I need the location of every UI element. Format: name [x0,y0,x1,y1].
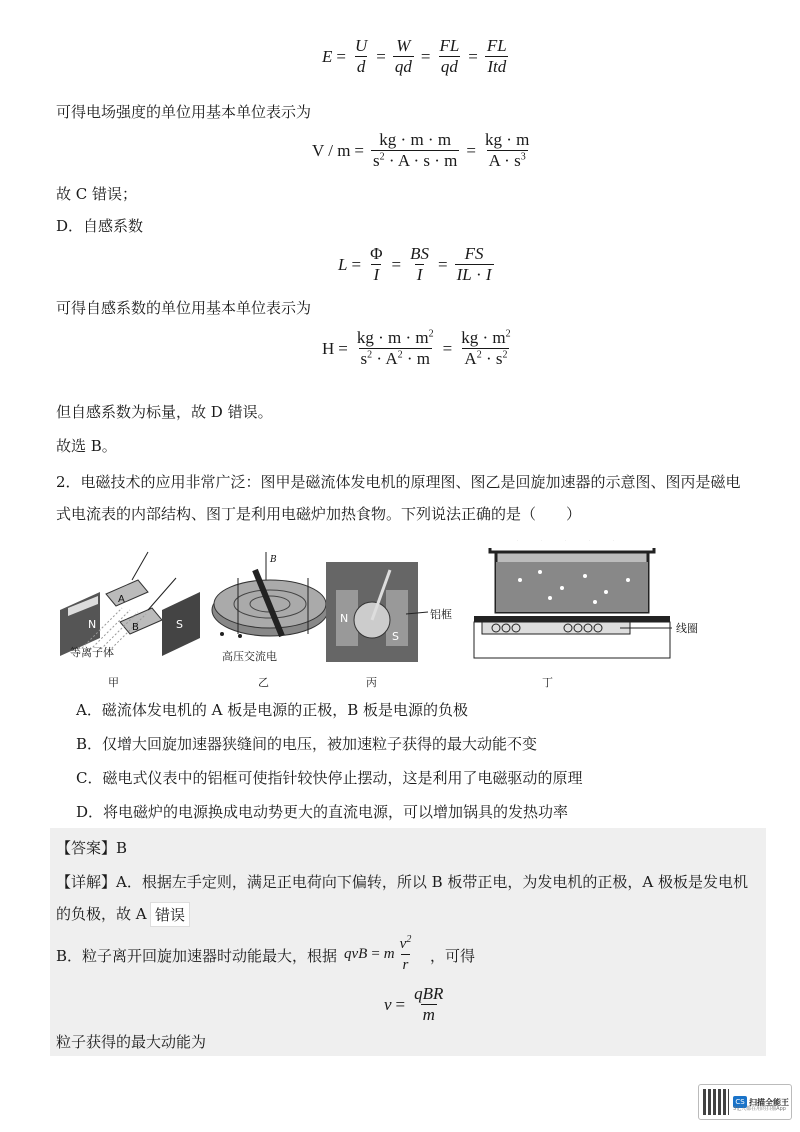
label-plasma: 等离子体 [70,646,114,659]
question-2-line-1: 2．电磁技术的应用非常广泛：图甲是磁流体发电机的原理图、图乙是回旋加速器的示意图、图丙是磁电 [56,473,741,491]
text-line: 故 C 错误； [56,185,138,203]
caption-ding: 丁 [542,676,553,689]
label-s-bing: S [392,630,399,643]
label-s-jia: S [176,618,183,631]
figure-panel [50,540,730,695]
scanner-badge [698,1084,792,1120]
detail-line-3-tail: ，可得 [430,947,476,965]
formula-henry-unit: H = $\frac{kg \cdot m \cdot m^2}{s^2 \cdot A^2 \cdot m}$ = $\frac{kg \cdot m^2}{A^2 \cdot s^2}$ [322,328,511,368]
label-n-jia: N [88,618,97,631]
caption-yi: 乙 [258,676,269,689]
label-n-bing: N [340,612,349,625]
detail-line-3: B．粒子离开回旋加速器时动能最大，根据 [56,947,338,965]
formula-electric-field: E = $\frac{U}{d}$ = $\frac{W}{qd}$ = $\frac{FL}{qd}$ = $\frac{FL}{\text{Itd}}$ [322,36,507,76]
text-line: 故选 B。 [56,437,117,455]
text-line: D．自感系数 [56,217,144,235]
formula-field-unit: V / m = $\frac{kg \cdot m \cdot m}{s^2 \cdot A \cdot s \cdot m}$ = $\frac{kg \cdot m}{A \cdot s^3}$ [312,130,530,170]
label-aluminum-frame: 铝框 [430,608,452,621]
label-a-plate: A [118,594,125,605]
formula-velocity: v = $\frac{\text{qBR}}{m}$ [384,984,444,1024]
detail-line-2: 的负极，故 A [56,905,147,923]
option-b: B．仅增大回旋加速器狭缝间的电压，被加速粒子获得的最大动能不变 [76,735,538,753]
text-line: 但自感系数为标量，故 D 错误。 [56,403,273,421]
figure-ding [474,540,672,658]
qr-code-icon [703,1089,729,1115]
detail-boxed-word: 错误 [150,902,190,927]
option-d: D．将电磁炉的电源换成电动势更大的直流电源，可以增加锅具的发热功率 [76,803,569,821]
label-b-plate: B [132,622,139,633]
text-line: 可得自感系数的单位用基本单位表示为 [56,299,312,317]
option-c: C．磁电式仪表中的铝框可使指针较快停止摆动，这是利用了电磁驱动的原理 [76,769,583,787]
formula-lorentz-centripetal: qvB = m $\frac{v^2}{r}$ [344,934,412,973]
figure-jia [60,552,200,656]
detail-line-1: 【详解】A．根据左手定则，满足正电荷向下偏转，所以 B 板带正电，为发电机的正极，A 极板是发电机 [56,873,748,891]
caption-jia: 甲 [108,676,119,689]
label-hv-ac: 高压交流电 [222,650,277,663]
caption-bing: 丙 [366,676,377,689]
option-a: A．磁流体发电机的 A 板是电源的正极，B 板是电源的负极 [76,701,468,719]
detail-line-4: 粒子获得的最大动能为 [56,1033,207,1051]
label-coil: 线圈 [676,622,698,635]
badge-title: 扫描全能王 [749,1097,789,1107]
cs-logo-icon: CS [733,1096,747,1108]
question-2-line-2: 式电流表的内部结构、图丁是利用电磁炉加热食物。下列说法正确的是（ ） [56,505,582,523]
label-b-field: B [270,555,277,565]
answer-line: 【答案】B [56,839,128,857]
formula-inductance: L = $\frac{\Phi}{I}$ = $\frac{BS}{I}$ = $\frac{FS}{IL \cdot I}$ [338,244,492,284]
text-line: 可得电场强度的单位用基本单位表示为 [56,103,312,121]
badge-subtitle: 3亿人都在用的扫描App [733,1106,786,1112]
